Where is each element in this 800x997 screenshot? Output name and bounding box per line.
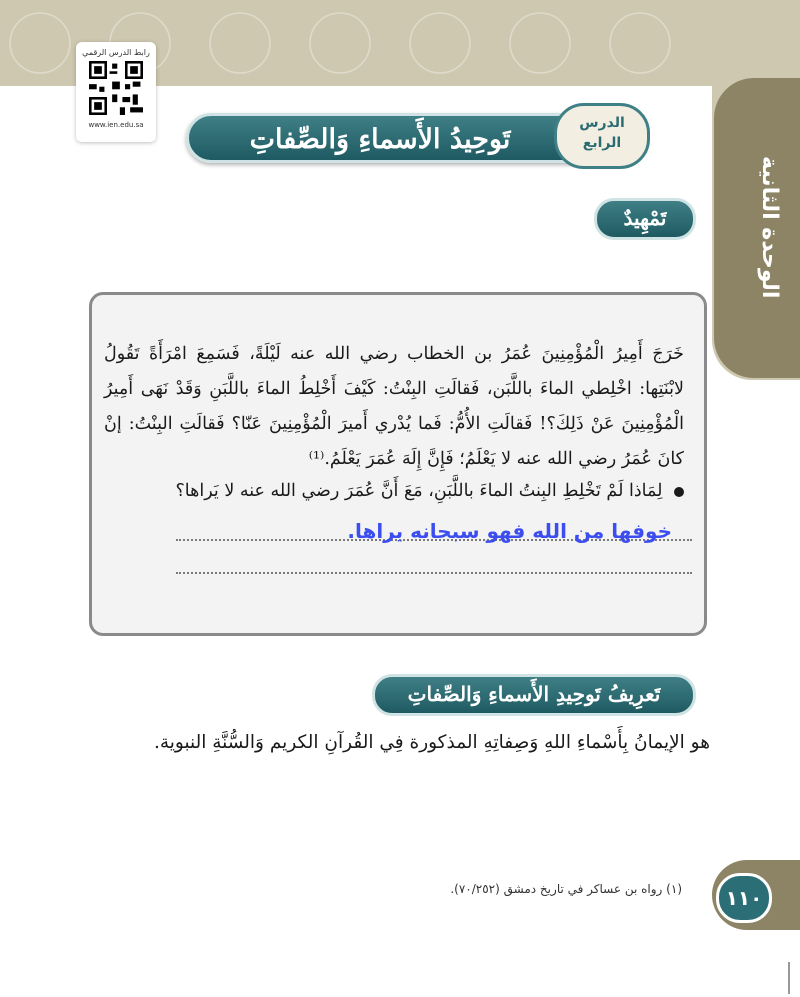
question-row xyxy=(104,481,684,501)
lesson-number-badge xyxy=(554,103,650,169)
definition-heading: تَعرِيفُ تَوحِيدِ الأَسماءِ وَالصِّفاتِ xyxy=(372,674,696,716)
handwritten-answer[interactable]: خوفها من الله فهو سبحانه يراها. xyxy=(347,519,672,543)
lesson-title: تَوحِيدُ الأَسماءِ وَالصِّفاتِ xyxy=(249,124,511,155)
intro-heading: تَمْهِيدٌ xyxy=(594,198,696,240)
bullet-icon xyxy=(674,487,684,497)
qr-card[interactable] xyxy=(76,42,156,142)
question-text: لِمَاذا لَمْ تَخْلِطِ البِنتُ الماءَ باللَّبَنِ، مَعَ أَنَّ عُمَرَ رضي الله عنه لا يَراها؟ xyxy=(175,481,663,501)
qr-code-icon xyxy=(89,61,143,115)
story-box xyxy=(89,292,707,636)
unit-label: الوحدة الثانية xyxy=(757,155,782,299)
qr-title: رابط الدرس الرقمي xyxy=(82,48,150,57)
page-number: ١١٠ xyxy=(716,873,772,923)
footnote: (١) رواه بن عساكر في تاريخ دمشق (٧٠/٢٥٢). xyxy=(450,882,682,896)
lesson-title-banner xyxy=(186,103,646,163)
definition-text: هو الإيمانُ بِأَسْماءِ اللهِ وَصِفاتِهِ المذكورة فِي القُرآنِ الكريم وَالسُّنَّةِ النبوية. xyxy=(153,732,710,753)
title-pill xyxy=(186,113,604,163)
lesson-badge-line2: الرابع xyxy=(582,135,622,151)
corner-mark xyxy=(788,962,790,994)
lesson-badge-line1: الدرس xyxy=(579,115,625,131)
answer-line[interactable] xyxy=(176,572,692,574)
story-text: خَرَجَ أَمِيرُ الْمُؤْمِنِينَ عُمَرُ بن الخطاب رضي الله عنه لَيْلَةً، فَسَمِعَ امْرَأَةً تَقُولُ لابْنَتِها: اخْلِطي الماءَ باللَّبَن، فَقالَتِ البِنْتُ: كَيْفَ أَخْلِطُ الماءَ باللَّبَنِ وَقَدْ نَهَى أَمِيرُ الْمُؤْمِنِينَ عَنْ ذَلِكَ؟! فَقالَتِ الأُمُّ: فَما يُدْري أَميرَ الْمُؤْمِنِينَ عَنّا؟ فَقالَتِ البِنْتُ: إنْ كانَ عُمَرُ رضي الله عنه لا يَعْلَمُ؛ فَإِنَّ إِلَهَ عُمَرَ يَعْلَمُ.⁽¹⁾ xyxy=(104,344,684,469)
qr-url: www.ien.edu.sa xyxy=(88,121,144,129)
